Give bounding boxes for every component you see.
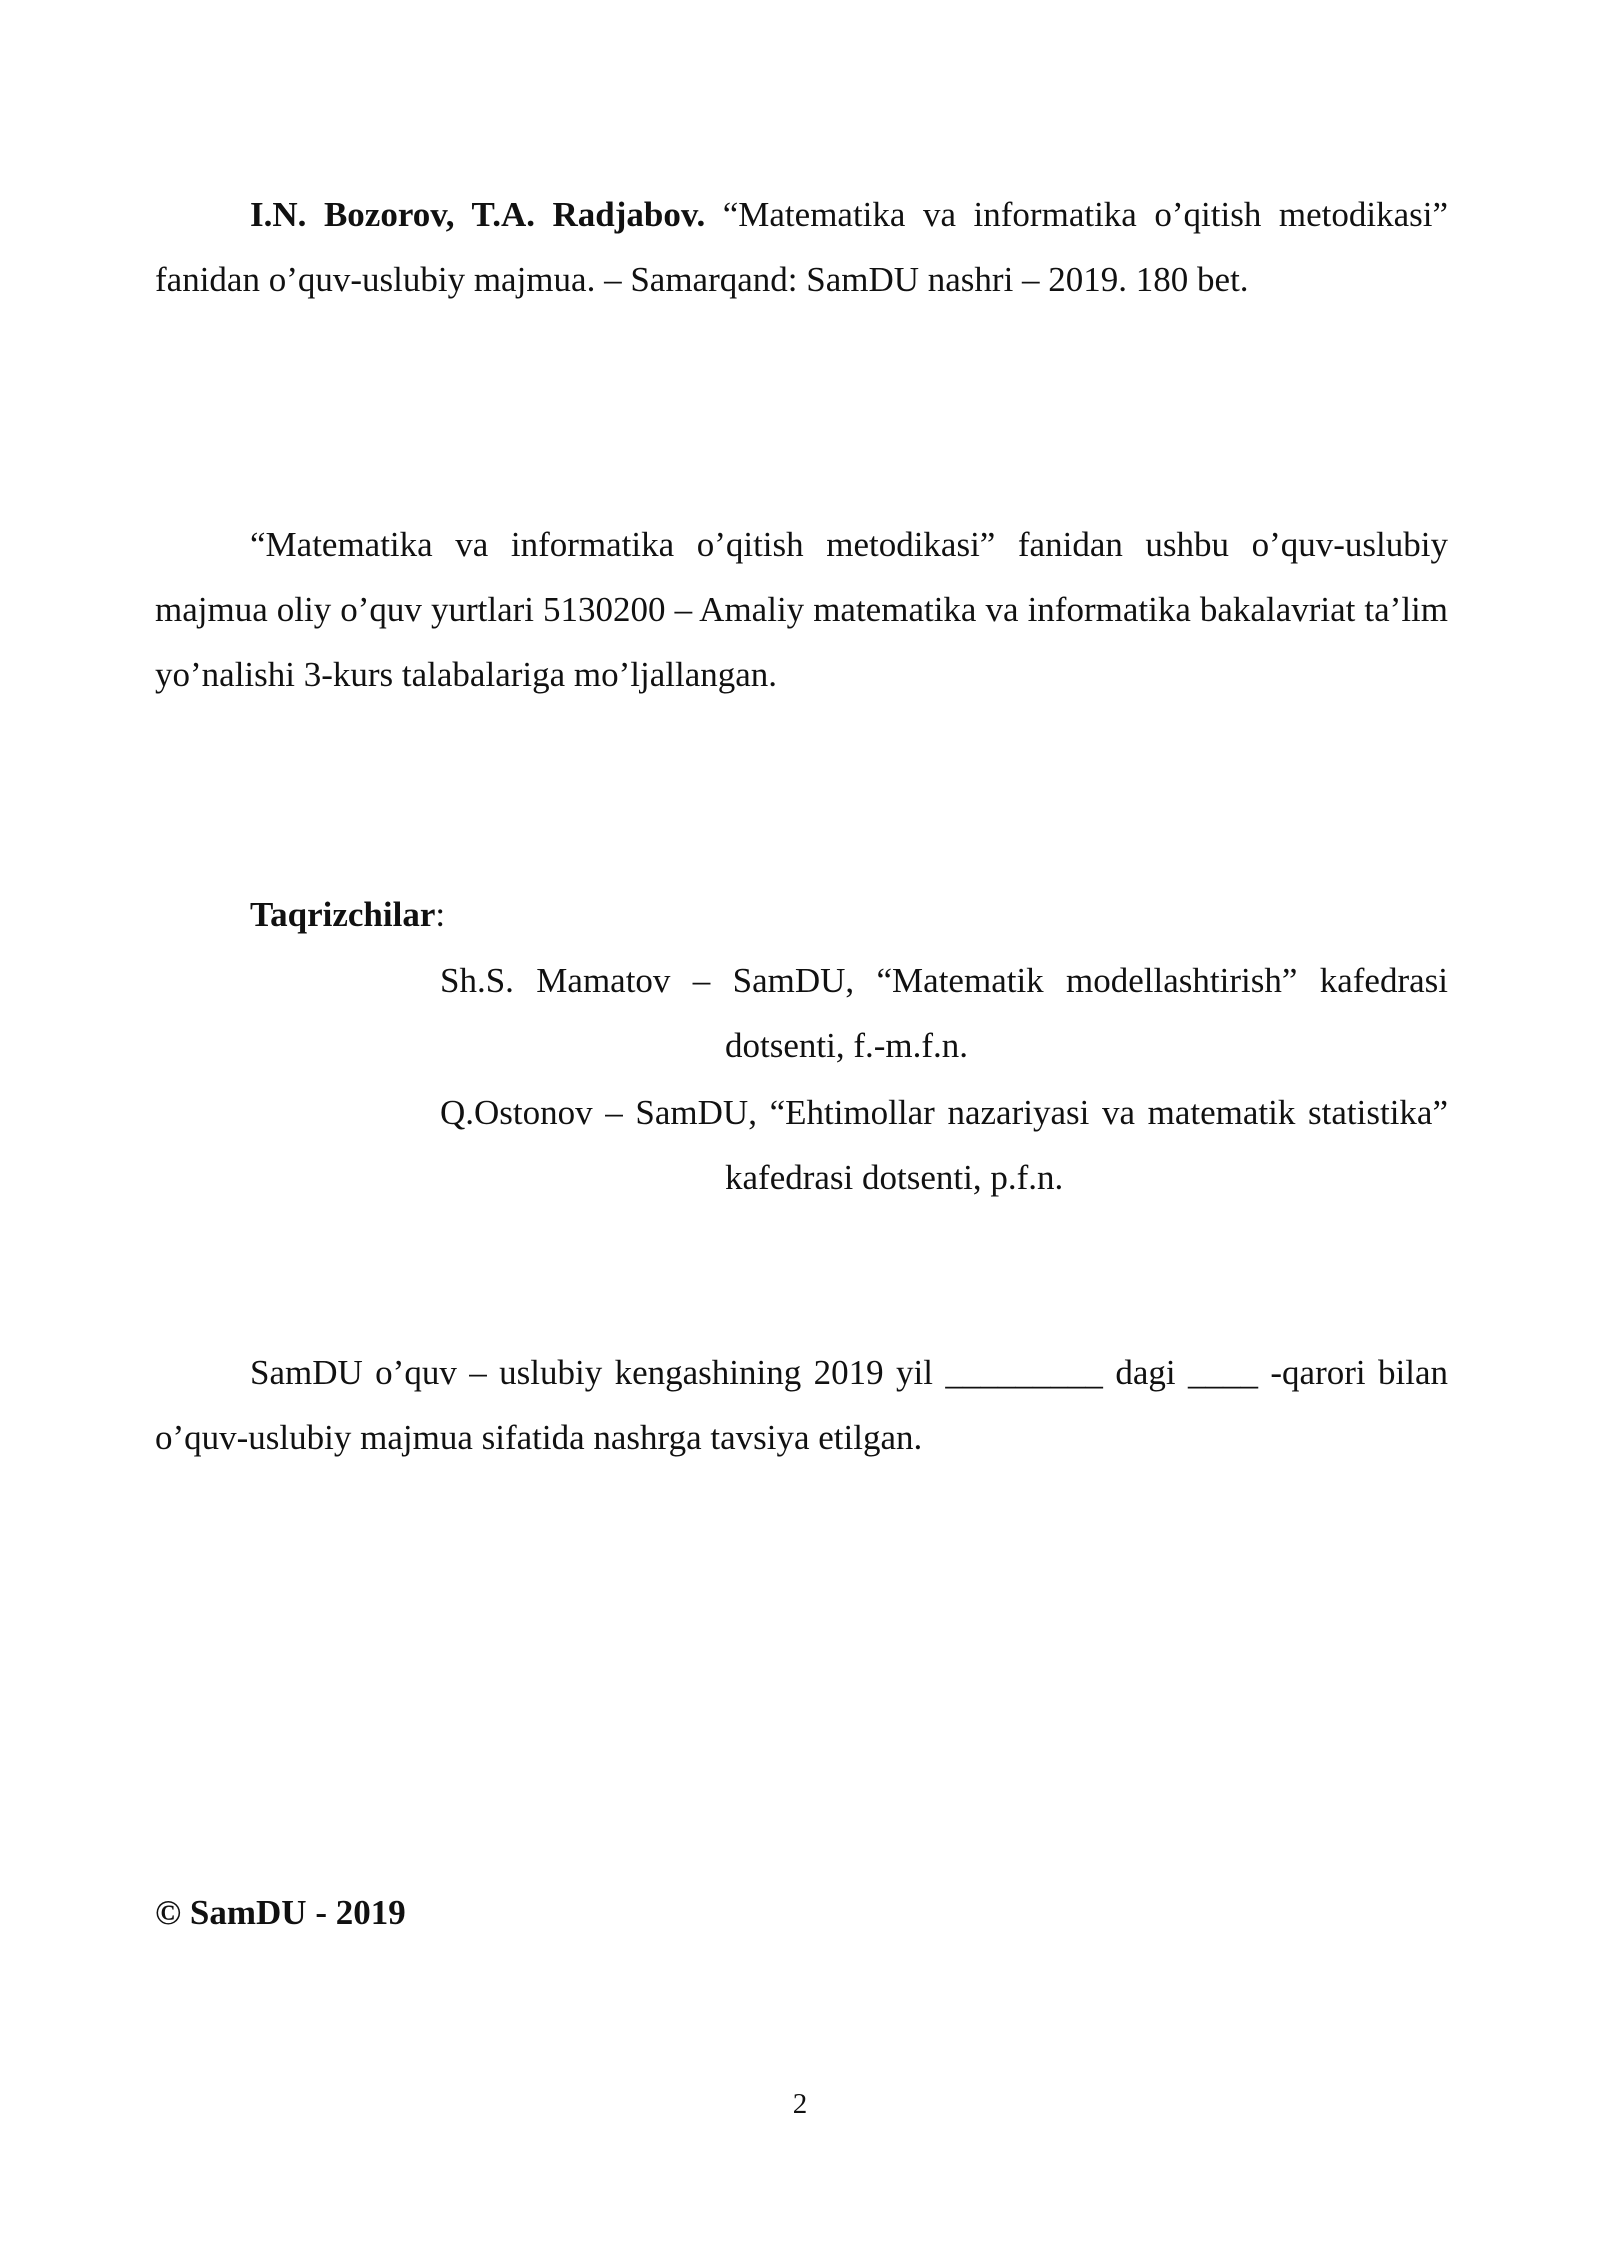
reviewer-entry: Sh.S. Mamatov – SamDU, “Matematik modellashtirish” kafedrasi dotsenti, f.-m.f.n. (440, 961, 1448, 1065)
approval-paragraph: SamDU o’quv – uslubiy kengashining 2019 yil _________ dagi ____ -qarori bilan o’quv-uslubiy majmua sifatida nashrga tavsiya etilgan. (155, 1353, 1448, 1457)
copyright-notice: © SamDU - 2019 (155, 1893, 406, 1932)
reviewers-title-colon: : (435, 895, 446, 934)
reviewers-title: Taqrizchilar (250, 895, 436, 934)
reviewers-heading (250, 882, 445, 947)
citation-paragraph (155, 182, 1448, 312)
page-number: 2 (792, 2088, 808, 2120)
citation-text: “Matematika va informatika o’qitish metodikasi” fanidan o’quv-uslubiy majmua. – Samarqand: SamDU nashri – 2019. 180 bet. (155, 195, 1448, 299)
citation-authors: I.N. Bozorov, T.A. Radjabov. (250, 195, 706, 234)
reviewer-entry: Q.Ostonov – SamDU, “Ehtimollar nazariyasi va matematik statistika” kafedrasi dotsenti, p.f.n. (440, 1093, 1448, 1197)
intended-audience-paragraph: “Matematika va informatika o’qitish metodikasi” fanidan ushbu o’quv-uslubiy majmua oliy o’quv yurtlari 5130200 – Amaliy matematika va informatika bakalavriat ta’lim yo’nalishi 3-kurs talabalariga mo’ljallangan. (155, 525, 1448, 694)
